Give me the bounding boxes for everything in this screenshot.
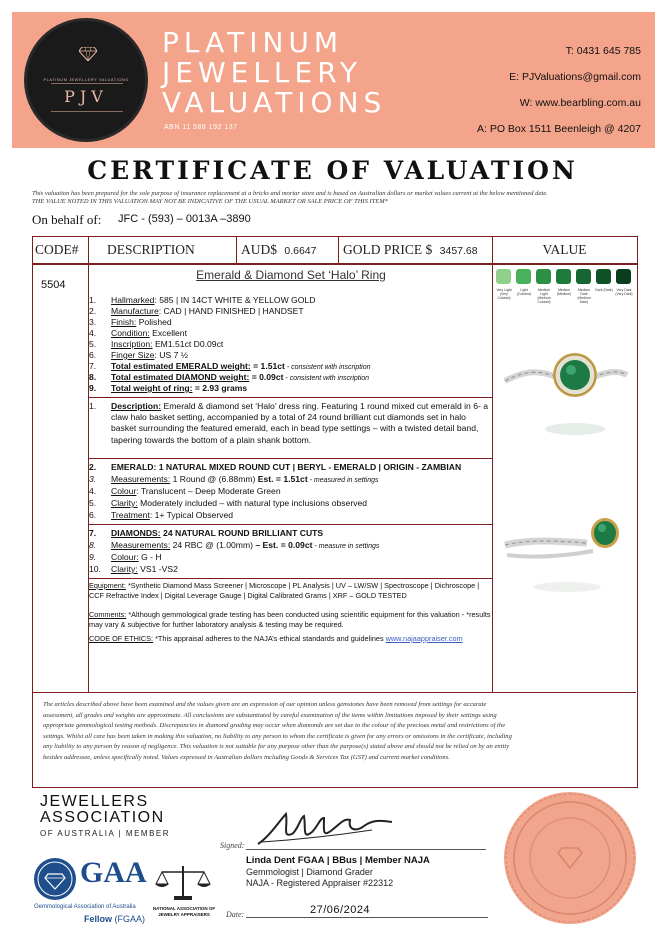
aud-value: 0.6647: [284, 245, 317, 257]
comments-note: Comments: *Although gemmological grade testing has been conducted using scientific equipment for this valuation - *results may vary & subjective for further laboratory analysis & testing may be required.: [89, 610, 491, 629]
header-value: VALUE: [542, 242, 587, 257]
equipment-note: Equipment: *Synthetic Diamond Mass Screener | Microscope | PL Analysis | UV – LW/SW | Spectroscope | Dichroscope | CCF Refractive Index | Digital Leverage Gauge | Digital Calibrated Grams | XRF – GOLD TESTED: [89, 581, 480, 600]
brand-line-1: PLATINUM: [162, 26, 344, 59]
colour-swatch-label: Medium Light (Medium Colored): [537, 288, 551, 304]
description-paragraph: 1. Description: Emerald & diamond set ‘Halo’ dress ring. Featuring 1 round mixed cut emerald in 6- a claw halo basket setting, accompanied by a total of 24 round brilliant cut diamonds set in halo basket surrounding the featured emerald, each in bead type settings – with a twisted detail band, tapering towards the bottom of a plain shank bottom.: [89, 401, 489, 445]
contact-website[interactable]: W: www.bearbling.com.au: [519, 97, 641, 109]
naja-name: NATIONAL ASSOCIATION OF JEWELRY APPRAISERS: [152, 906, 216, 917]
detail-row: 2. Manufacture: CAD | HAND FINISHED | HANDSET: [89, 306, 304, 316]
section-divider: [89, 524, 493, 525]
item-title-text: Emerald & Diamond Set ‘Halo’ Ring: [196, 268, 386, 282]
signature-image: [252, 806, 402, 850]
disclaimer-text: The articles described above have been examined and the values given are an expression of our opinion unless gemstones have been removed from settings for accurate assessment, all grades and weights are approximate. All conclusions are substantiated by careful examination of the items within limitations imposed by their settings using appropriate gemmological testing methods. Discrepancies in diamond grading may occur when diamonds are set due to the colour of the precious metal and restrictions of the settings. Whilst all care has been taken in making this valuation, no liability to any person to whom the certificate is given for any errors or omissions in the certificate, including any liability to any person by reason of negligence. This valuation is not suitable for any purpose other than the purpose(s) stated above and should not be relied on by an entity besides addressee, unless specifically noted. Values expressed in Australian dollars including Goods & Services Tax (GST) and current market conditions.: [43, 701, 512, 761]
ja-line-2: ASSOCIATION: [40, 809, 165, 826]
colour-swatch-label: Very Dark (Very Dark): [615, 288, 633, 296]
colour-swatch-label: Medium (Medium): [556, 288, 572, 296]
on-behalf-label: On behalf of:: [32, 212, 102, 227]
item-code: 5504: [41, 279, 66, 291]
intro-line-1: This valuation has been prepared for the sole purpose of insurance replacement at a bricks and mortar store and is based on Australian dollars or market values current at the below mentioned date.: [32, 190, 548, 197]
colour-swatch: [576, 269, 591, 284]
colour-swatch: [536, 269, 551, 284]
detail-row: 5. Inscription: EM1.51ct D0.09ct: [89, 339, 224, 349]
ethics-note: CODE OF ETHICS: *This appraisal adheres to the NAJA’s ethical standards and guidelines www.najaappraiser.com: [89, 634, 463, 643]
header-description: DESCRIPTION: [89, 237, 237, 263]
gaa-full-name: Gemmological Association of Australia: [34, 904, 136, 910]
header-aud: [237, 237, 339, 263]
brand-line-2: JEWELLERY: [162, 56, 362, 89]
diamond-row: 10. Clarity: VS1 -VS2: [89, 564, 178, 574]
valuation-date: 27/06/2024: [310, 904, 371, 916]
company-logo: [24, 18, 148, 142]
emerald-row: 2. EMERALD: 1 NATURAL MIXED ROUND CUT | BERYL - EMERALD | ORIGIN - ZAMBIAN: [89, 462, 462, 472]
intro-line-2: THE VALUE NOTED IN THIS VALUATION MAY NOT BE INDICATIVE OF THE USUAL MARKET OR SALE PRICE OF THIS ITEM*: [32, 198, 388, 205]
emerald-row: 3. Measurements: 1 Round @ (6.88mm) Est. = 1.51ct - measured in settings: [89, 474, 379, 484]
colour-swatch-label: Medium Dark (Medium Dark): [577, 288, 591, 304]
logo-divider: [51, 83, 123, 84]
header-gold-price: [339, 237, 493, 263]
naja-scales-icon: [152, 862, 214, 904]
contact-address: A: PO Box 1511 Beenleigh @ 4207: [477, 123, 641, 135]
company-seal-stamp: [500, 788, 640, 928]
colour-swatch: [556, 269, 571, 284]
date-label: Date:: [226, 910, 245, 919]
gaa-logo-text: GAA: [80, 856, 147, 889]
colour-swatch: [496, 269, 511, 284]
detail-row: 3. Finish: Polished: [89, 317, 172, 327]
naja-link[interactable]: www.najaappraiser.com: [385, 634, 463, 643]
diamond-row: 8. Measurements: 24 RBC @ (1.00mm) – Est. = 0.09ct - measure in settings: [89, 540, 380, 550]
signature-line: [246, 849, 486, 850]
signed-label: Signed:: [220, 841, 245, 850]
colour-swatch: [516, 269, 531, 284]
brand-name: [162, 28, 386, 118]
diamond-row: 9. Colour: G - H: [89, 552, 162, 562]
colour-swatch-label: Very Light (Very Colored): [496, 288, 512, 300]
ring-photo-top: [501, 329, 629, 439]
section-divider: [89, 397, 493, 398]
detail-row: 1. Hallmarked: 585 | IN 14CT WHITE & YELLOW GOLD: [89, 295, 316, 305]
signer-registration: NAJA - Registered Appraiser #22312: [246, 878, 394, 888]
ring-photo-side: [501, 507, 629, 597]
item-title: [89, 268, 493, 282]
emerald-row: 6. Treatment: 1+ Typical Observed: [89, 510, 234, 520]
gaa-seal-icon: [34, 858, 76, 900]
ja-line-1: JEWELLERS: [40, 793, 149, 810]
abn-number: ABN 11 588 192 137: [164, 124, 238, 131]
gold-price-label: GOLD PRICE $: [343, 242, 433, 257]
gold-price-value: 3457.68: [439, 245, 478, 257]
header-banner: [12, 12, 655, 148]
logo-divider: [51, 111, 123, 112]
date-line: [246, 917, 488, 918]
header-code: CODE#: [33, 237, 89, 263]
weight-row: 7. Total estimated EMERALD weight: = 1.51ct - consistent with inscription: [89, 361, 371, 371]
signer-title: Gemmologist | Diamond Grader: [246, 867, 373, 877]
colour-swatch-label: Light (Colored): [516, 288, 532, 296]
weight-row: 8. Total estimated DIAMOND weight: = 0.09ct - consistent with inscription: [89, 372, 370, 382]
emerald-row: 5. Clarity: Moderately included – with natural type inclusions observed: [89, 498, 368, 508]
detail-row: 4. Condition: Excellent: [89, 328, 187, 338]
section-divider: [89, 578, 493, 579]
on-behalf-value: JFC - (593) – 0013A –3890: [118, 213, 251, 225]
diamond-row: 7. DIAMONDS: 24 NATURAL ROUND BRILLIANT CUTS: [89, 528, 324, 538]
certificate-title: CERTIFICATE OF VALUATION: [87, 156, 578, 185]
header-divider: [33, 263, 637, 265]
brand-line-3: VALUATIONS: [162, 86, 387, 119]
jewellers-association-logo: [40, 794, 165, 826]
contact-email[interactable]: E: PJValuations@gmail.com: [509, 71, 641, 83]
intro-text: [32, 190, 652, 206]
weight-row: 9. Total weight of ring: = 2.93 grams: [89, 383, 248, 393]
colour-swatch: [616, 269, 631, 284]
detail-row: 6. Finger Size: US 7 ½: [89, 350, 188, 360]
table-bottom-divider: [33, 692, 636, 693]
fellow-badge: Fellow (FGAA): [84, 914, 146, 924]
diamond-icon: [79, 47, 97, 61]
colour-swatch-label: Dark (Dark): [595, 288, 613, 292]
ja-member-text: OF AUSTRALIA | MEMBER: [40, 829, 171, 838]
logo-initials: PJV: [64, 87, 108, 106]
contact-phone: T: 0431 645 785: [565, 45, 641, 57]
valuation-table: [32, 236, 638, 788]
section-divider: [89, 458, 493, 459]
logo-small-text: PLATINUM JEWELLERY VALUATIONS: [43, 77, 129, 82]
aud-label: AUD$: [241, 242, 277, 257]
emerald-row: 4. Colour: Translucent – Deep Moderate Green: [89, 486, 281, 496]
colour-swatch: [596, 269, 611, 284]
signer-name: Linda Dent FGAA | BBus | Member NAJA: [246, 855, 430, 866]
